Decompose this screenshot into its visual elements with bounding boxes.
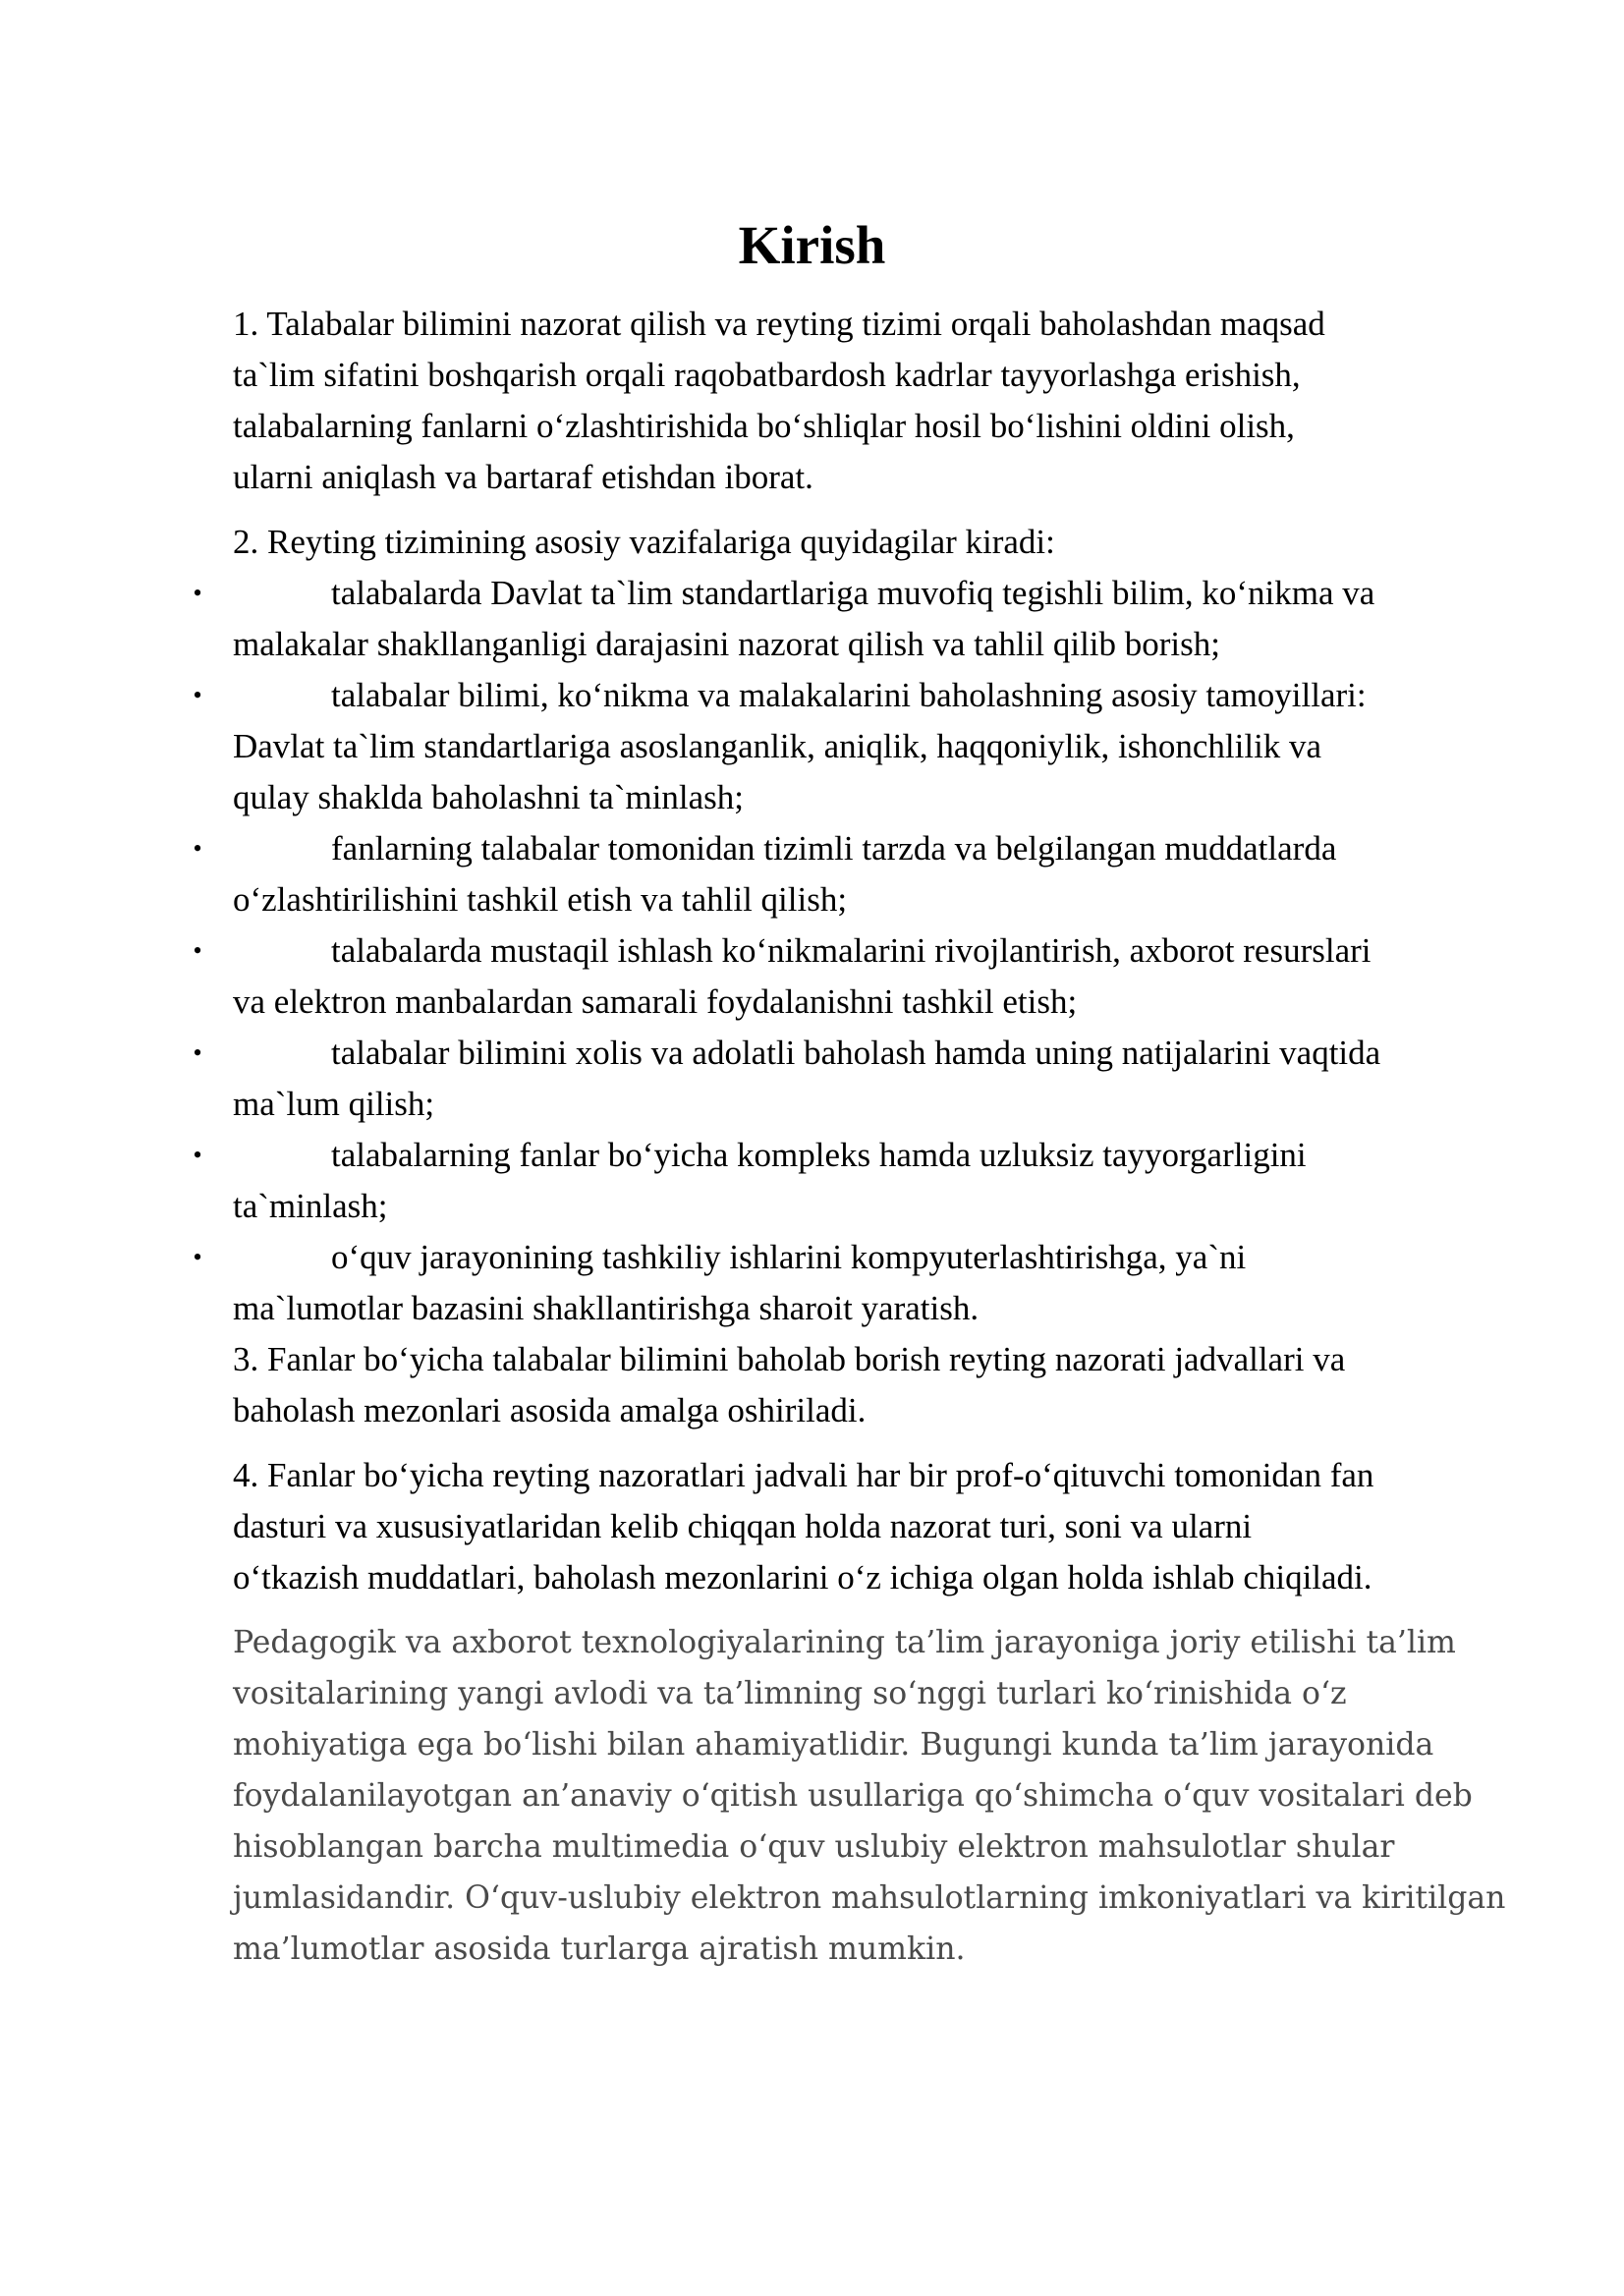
bullet-icon: • xyxy=(193,1038,202,1067)
list-item xyxy=(193,1232,1510,1334)
text-line: talabalarda mustaqil ishlash ko‘nikmalarini rivojlantirish, axborot resurslari xyxy=(331,931,1372,970)
list-item xyxy=(193,568,1510,670)
text-line: ma`lumotlar bazasini shakllantirishga sharoit yaratish. xyxy=(233,1289,980,1327)
text-line: jumlasidandir. O‘quv-uslubiy elektron mahsulotlarning imkoniyatlari va kiritilgan xyxy=(233,1880,1506,1916)
text-line: talabalarning fanlarni o‘zlashtirishida bo‘shliqlar hosil bo‘lishini oldini olish, xyxy=(233,407,1295,445)
bullet-list xyxy=(193,568,1510,1334)
bullet-icon: • xyxy=(193,834,202,863)
text-line: o‘quv jarayonining tashkiliy ishlarini kompyuterlashtirishga, ya`ni xyxy=(331,1238,1247,1276)
text-line: vositalarining yangi avlodi va ta’limning so‘nggi turlari ko‘rinishida o‘z xyxy=(233,1676,1347,1711)
text-line: talabalar bilimini xolis va adolatli baholash hamda uning natijalarini vaqtida xyxy=(331,1034,1381,1072)
paragraph-3 xyxy=(233,1334,1510,1436)
text-line: 1. Talabalar bilimini nazorat qilish va reyting tizimi orqali baholashdan maqsad xyxy=(233,305,1325,343)
paragraph-2 xyxy=(233,517,1510,568)
paragraph-1 xyxy=(233,299,1510,503)
text-line: ta`lim sifatini boshqarish orqali raqobatbardosh kadrlar tayyorlashga erishish, xyxy=(233,356,1301,394)
text-line: talabalar bilimi, ko‘nikma va malakalarini baholashning asosiy tamoyillari: xyxy=(331,676,1367,714)
text-line: baholash mezonlari asosida amalga oshiriladi. xyxy=(233,1391,867,1429)
bullet-icon: • xyxy=(193,936,202,965)
text-line: 3. Fanlar bo‘yicha talabalar bilimini baholab borish reyting nazorati jadvallari va xyxy=(233,1340,1346,1378)
text-line: hisoblangan barcha multimedia o‘quv uslubiy elektron mahsulotlar shular xyxy=(233,1829,1395,1865)
bullet-icon: • xyxy=(193,1243,202,1271)
text-line: va elektron manbalardan samarali foydalanishni tashkil etish; xyxy=(233,982,1078,1021)
text-line: ma`lum qilish; xyxy=(233,1085,435,1123)
text-line: dasturi va xususiyatlaridan kelib chiqqan holda nazorat turi, soni va ularni xyxy=(233,1507,1253,1545)
text-line: malakalar shakllanganligi darajasini nazorat qilish va tahlil qilib borish; xyxy=(233,625,1221,663)
list-item xyxy=(193,1028,1510,1130)
text-line: foydalanilayotgan an’anaviy o‘qitish usullariga qo‘shimcha o‘quv vositalari deb xyxy=(233,1778,1473,1814)
text-line: ularni aniqlash va bartaraf etishdan iborat. xyxy=(233,458,813,496)
text-line: 4. Fanlar bo‘yicha reyting nazoratlari jadvali har bir prof-o‘qituvchi tomonidan fan xyxy=(233,1456,1374,1494)
text-line: ma’lumotlar asosida turlarga ajratish mumkin. xyxy=(233,1932,966,1967)
bullet-icon: • xyxy=(193,1141,202,1169)
text-line: o‘tkazish muddatlari, baholash mezonlarini o‘z ichiga olgan holda ishlab chiqiladi. xyxy=(233,1558,1372,1596)
list-item xyxy=(193,670,1510,823)
paragraph-4 xyxy=(233,1450,1510,1603)
text-line: ta`minlash; xyxy=(233,1187,388,1225)
document-body xyxy=(193,299,1510,1975)
text-line: talabalarning fanlar bo‘yicha kompleks hamda uzluksiz tayyorgarligini xyxy=(331,1136,1307,1174)
text-line: talabalarda Davlat ta`lim standartlariga muvofiq tegishli bilim, ko‘nikma va xyxy=(331,574,1375,612)
bullet-icon: • xyxy=(193,579,202,607)
text-line: o‘zlashtirilishini tashkil etish va tahlil qilish; xyxy=(233,880,848,919)
text-line: mohiyatiga ega bo‘lishi bilan ahamiyatlidir. Bugungi kunda ta’lim jarayonida xyxy=(233,1727,1434,1763)
text-line: 2. Reyting tizimining asosiy vazifalariga quyidagilar kiradi: xyxy=(233,523,1055,561)
list-item xyxy=(193,925,1510,1028)
list-item xyxy=(193,823,1510,925)
text-line: qulay shaklda baholashni ta`minlash; xyxy=(233,778,745,816)
bullet-icon: • xyxy=(193,681,202,709)
list-item xyxy=(193,1130,1510,1232)
paragraph-5 xyxy=(233,1617,1510,1975)
text-line: Davlat ta`lim standartlariga asoslanganlik, aniqlik, haqqoniylik, ishonchlilik va xyxy=(233,727,1322,765)
text-line: Pedagogik va axborot texnologiyalarining ta’lim jarayoniga joriy etilishi ta’lim xyxy=(233,1625,1456,1660)
page-title: Kirish xyxy=(738,215,886,275)
text-line: fanlarning talabalar tomonidan tizimli tarzda va belgilangan muddatlarda xyxy=(331,829,1337,868)
